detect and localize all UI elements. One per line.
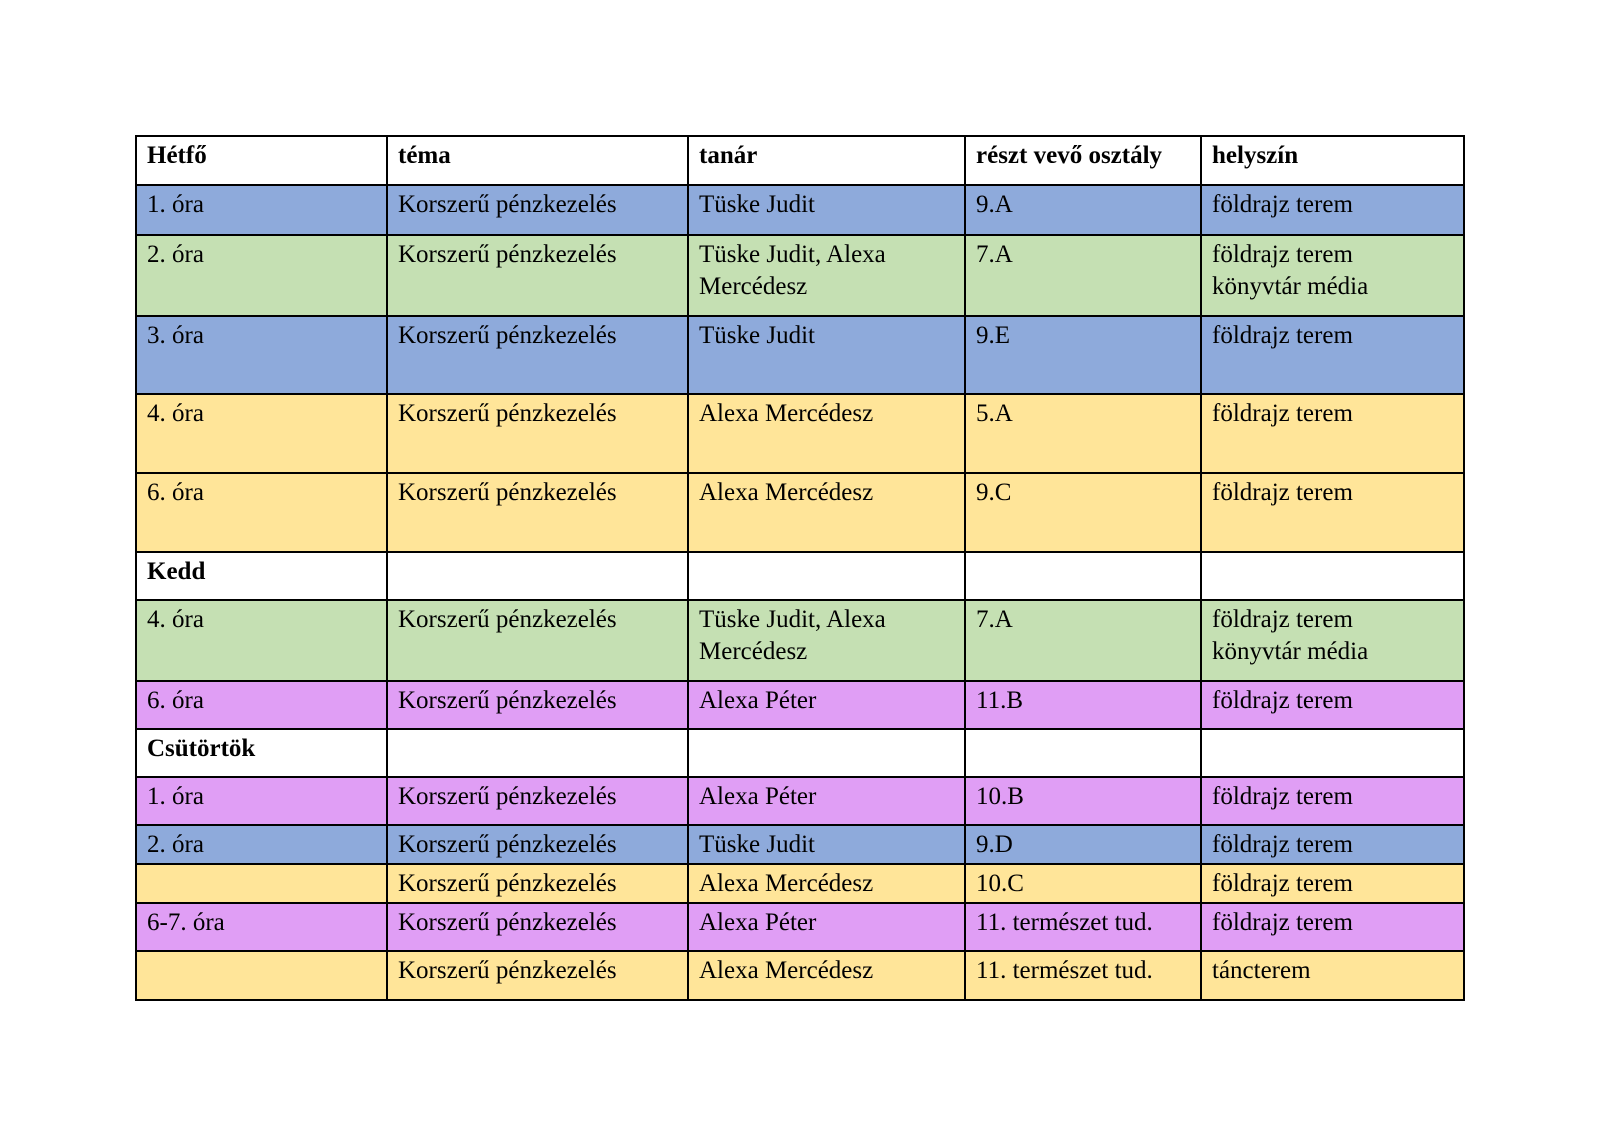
cell-topic: Korszerű pénzkezelés: [387, 681, 688, 729]
empty-cell: [1201, 729, 1464, 777]
lesson-row: [136, 864, 1464, 903]
lesson-row: [136, 235, 1464, 316]
cell-period: 1. óra: [136, 185, 387, 235]
cell-class: 9.A: [965, 185, 1201, 235]
cell-location: földrajz terem: [1201, 825, 1464, 864]
header-class: részt vevő osztály: [965, 136, 1201, 185]
day-row: [136, 552, 1464, 600]
cell-class: 9.D: [965, 825, 1201, 864]
cell-class: 7.A: [965, 235, 1201, 316]
cell-period: 4. óra: [136, 600, 387, 681]
empty-cell: [1201, 552, 1464, 600]
schedule-body: [136, 185, 1464, 1000]
cell-teacher: Tüske Judit, Alexa Mercédesz: [688, 235, 965, 316]
lesson-row: [136, 951, 1464, 1000]
cell-class: 11. természet tud.: [965, 903, 1201, 951]
cell-period: 2. óra: [136, 825, 387, 864]
day-row: [136, 729, 1464, 777]
cell-topic: Korszerű pénzkezelés: [387, 600, 688, 681]
cell-location: földrajz terem: [1201, 316, 1464, 394]
cell-period: 6-7. óra: [136, 903, 387, 951]
cell-class: 11.B: [965, 681, 1201, 729]
cell-location: földrajz terem: [1201, 864, 1464, 903]
header-teacher: tanár: [688, 136, 965, 185]
cell-teacher: Tüske Judit: [688, 825, 965, 864]
cell-period: 4. óra: [136, 394, 387, 473]
cell-location: földrajz terem: [1201, 777, 1464, 825]
cell-period: 6. óra: [136, 473, 387, 552]
cell-teacher: Tüske Judit: [688, 185, 965, 235]
cell-class: 10.C: [965, 864, 1201, 903]
cell-class: 11. természet tud.: [965, 951, 1201, 1000]
cell-teacher: Alexa Mercédesz: [688, 864, 965, 903]
cell-teacher: Alexa Péter: [688, 903, 965, 951]
empty-cell: [965, 729, 1201, 777]
cell-topic: Korszerű pénzkezelés: [387, 903, 688, 951]
day-label: Kedd: [136, 552, 387, 600]
empty-cell: [688, 552, 965, 600]
cell-teacher: Alexa Péter: [688, 777, 965, 825]
day-label: Csütörtök: [136, 729, 387, 777]
header-location: helyszín: [1201, 136, 1464, 185]
cell-class: 7.A: [965, 600, 1201, 681]
cell-location: táncterem: [1201, 951, 1464, 1000]
cell-period: [136, 951, 387, 1000]
cell-location: földrajz terem könyvtár média: [1201, 235, 1464, 316]
cell-location: földrajz terem: [1201, 681, 1464, 729]
cell-topic: Korszerű pénzkezelés: [387, 394, 688, 473]
cell-class: 10.B: [965, 777, 1201, 825]
header-row: [136, 136, 1464, 185]
empty-cell: [965, 552, 1201, 600]
cell-period: 6. óra: [136, 681, 387, 729]
header-day: Hétfő: [136, 136, 387, 185]
lesson-row: [136, 600, 1464, 681]
cell-location: földrajz terem könyvtár média: [1201, 600, 1464, 681]
cell-class: 9.C: [965, 473, 1201, 552]
lesson-row: [136, 681, 1464, 729]
cell-location: földrajz terem: [1201, 394, 1464, 473]
schedule-table: [135, 135, 1465, 1001]
cell-teacher: Alexa Péter: [688, 681, 965, 729]
cell-topic: Korszerű pénzkezelés: [387, 864, 688, 903]
cell-teacher: Alexa Mercédesz: [688, 473, 965, 552]
empty-cell: [387, 729, 688, 777]
cell-topic: Korszerű pénzkezelés: [387, 777, 688, 825]
lesson-row: [136, 903, 1464, 951]
lesson-row: [136, 777, 1464, 825]
cell-period: 1. óra: [136, 777, 387, 825]
lesson-row: [136, 185, 1464, 235]
cell-period: 3. óra: [136, 316, 387, 394]
cell-teacher: Alexa Mercédesz: [688, 951, 965, 1000]
cell-location: földrajz terem: [1201, 903, 1464, 951]
cell-topic: Korszerű pénzkezelés: [387, 825, 688, 864]
cell-location: földrajz terem: [1201, 185, 1464, 235]
cell-teacher: Alexa Mercédesz: [688, 394, 965, 473]
cell-period: [136, 864, 387, 903]
cell-teacher: Tüske Judit: [688, 316, 965, 394]
cell-topic: Korszerű pénzkezelés: [387, 185, 688, 235]
header-topic: téma: [387, 136, 688, 185]
cell-topic: Korszerű pénzkezelés: [387, 316, 688, 394]
cell-period: 2. óra: [136, 235, 387, 316]
cell-teacher: Tüske Judit, Alexa Mercédesz: [688, 600, 965, 681]
cell-topic: Korszerű pénzkezelés: [387, 951, 688, 1000]
lesson-row: [136, 394, 1464, 473]
cell-class: 5.A: [965, 394, 1201, 473]
lesson-row: [136, 473, 1464, 552]
cell-location: földrajz terem: [1201, 473, 1464, 552]
cell-topic: Korszerű pénzkezelés: [387, 235, 688, 316]
lesson-row: [136, 316, 1464, 394]
lesson-row: [136, 825, 1464, 864]
cell-topic: Korszerű pénzkezelés: [387, 473, 688, 552]
empty-cell: [688, 729, 965, 777]
empty-cell: [387, 552, 688, 600]
cell-class: 9.E: [965, 316, 1201, 394]
